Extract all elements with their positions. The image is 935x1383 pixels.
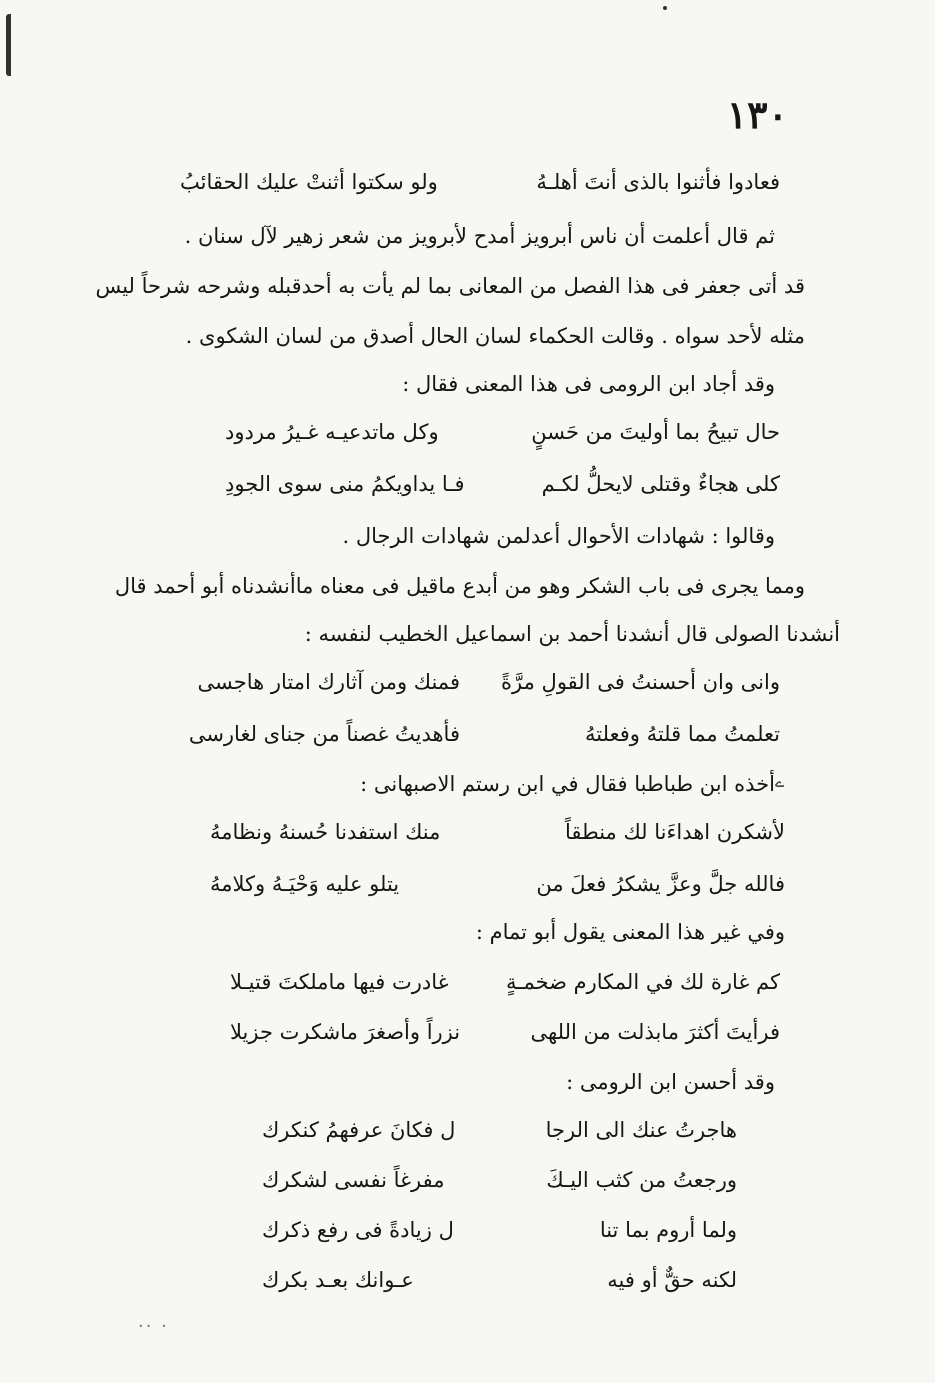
- verse-line: [262, 1116, 737, 1146]
- verse-line: [210, 870, 785, 900]
- verse-second-hemistich: غادرت فيها ماملكتَ قتيـلا: [230, 970, 449, 994]
- verse-first-hemistich: تعلمتُ مما قلتهُ وفعلتهُ: [585, 722, 780, 746]
- verse-second-hemistich: مفرغاً نفسى لشكرك: [262, 1168, 445, 1192]
- prose-line: ومما يجرى فى باب الشكر وهو من أبدع ماقيل فى معناه ماأنشدناه أبو أحمد قال: [114, 574, 805, 598]
- verse-second-hemistich: فمنك ومن آثارك امتار هاجسى: [197, 670, 460, 694]
- prose-line: أخذه ابن طباطبا فقال في ابن رستم الاصبهانى :: [360, 772, 775, 796]
- verse-line: [197, 668, 780, 698]
- verse-second-hemistich: فأهديتُ غصناً من جناى لغارسى: [188, 722, 460, 746]
- verse-first-hemistich: فعادوا فأثنوا بالذى أنتَ أهلـهُ: [536, 170, 780, 194]
- prose-line: قد أتى جعفر فى هذا الفصل من المعانى بما لم يأت به أحدقبله وشرحه شرحاً ليس: [95, 274, 805, 298]
- prose-line: أنشدنا الصولى قال أنشدنا أحمد بن اسماعيل الخطيب لنفسه :: [304, 622, 840, 646]
- verse-first-hemistich: حال تبيحُ بما أوليتَ من حَسنٍ: [531, 420, 780, 444]
- verse-first-hemistich: لأشكرن اهداءَنا لك منطقاً: [564, 820, 785, 844]
- verse-first-hemistich: ولما أروم بما تنا: [599, 1218, 737, 1242]
- verse-line: [180, 168, 780, 198]
- verse-line: [210, 818, 785, 848]
- prose-line: وقالوا : شهادات الأحوال أعدلمن شهادات الرجال .: [342, 524, 775, 548]
- verse-line: [225, 470, 780, 500]
- prose-line: ثم قال أعلمت أن ناس أبرويز أمدح لأبرويز من شعر زهير لآل سنان .: [184, 224, 775, 248]
- page-number: ١٣٠: [726, 92, 788, 137]
- verse-first-hemistich: كم غارة لك في المكارم ضخمـةٍ: [506, 970, 780, 994]
- prose-line: وقد أحسن ابن الرومى :: [566, 1070, 775, 1094]
- verse-first-hemistich: فرأيتَ أكثرَ مابذلت من اللهى: [530, 1020, 780, 1044]
- verse-first-hemistich: لكنه حقٌّ أو فيه: [607, 1268, 737, 1292]
- prose-line: وقد أجاد ابن الرومى فى هذا المعنى فقال :: [402, 372, 775, 396]
- verse-line: [188, 720, 780, 750]
- verse-line: [230, 1018, 780, 1048]
- speck-mark: [663, 6, 667, 10]
- verse-line: [262, 1166, 737, 1196]
- verse-second-hemistich: عـوانك بعـد بكرك: [262, 1268, 414, 1292]
- verse-second-hemistich: ل زيادةً فى رفع ذكرك: [262, 1218, 454, 1242]
- verse-second-hemistich: نزراً وأصغرَ ماشكرت جزيلا: [230, 1020, 461, 1044]
- speck-marks: ·· ·: [138, 1316, 169, 1337]
- verse-second-hemistich: ولو سكتوا أثنتْ عليك الحقائبُ: [180, 170, 438, 194]
- verse-line: [262, 1266, 737, 1296]
- verse-first-hemistich: ورجعتُ من كثب اليـكَ: [546, 1168, 737, 1192]
- verse-first-hemistich: كلى هجاءٌ وقتلى لايحلُّ لكـم: [541, 472, 780, 496]
- prose-line: مثله لأحد سواه . وقالت الحكماء لسان الحال أصدق من لسان الشكوى .: [185, 324, 805, 348]
- verse-second-hemistich: يتلو عليه وَحْيَـهُ وكلامهُ: [210, 872, 400, 896]
- verse-second-hemistich: فـا يداويكمُ منى سوى الجودِ: [225, 472, 465, 496]
- verse-line: [262, 1216, 737, 1246]
- verse-first-hemistich: هاجرتُ عنك الى الرجا: [545, 1118, 737, 1142]
- margin-mark: ے: [775, 772, 785, 791]
- verse-second-hemistich: منك استفدنا حُسنهُ ونظامهُ: [210, 820, 441, 844]
- verse-second-hemistich: ل فكانَ عرفهمُ كنكرك: [262, 1118, 456, 1142]
- verse-second-hemistich: وكل ماتدعيـه غـيرُ مردود: [225, 420, 439, 444]
- verse-first-hemistich: فالله جلَّ وعزَّ يشكرُ فعلَ من: [536, 872, 785, 896]
- verse-first-hemistich: وانى وان أحسنتُ فى القولِ مرَّةً: [501, 670, 780, 694]
- verse-line: [230, 968, 780, 998]
- prose-line: وفي غير هذا المعنى يقول أبو تمام :: [475, 920, 785, 944]
- verse-line: [225, 418, 780, 448]
- binding-edge-mark: [6, 14, 29, 76]
